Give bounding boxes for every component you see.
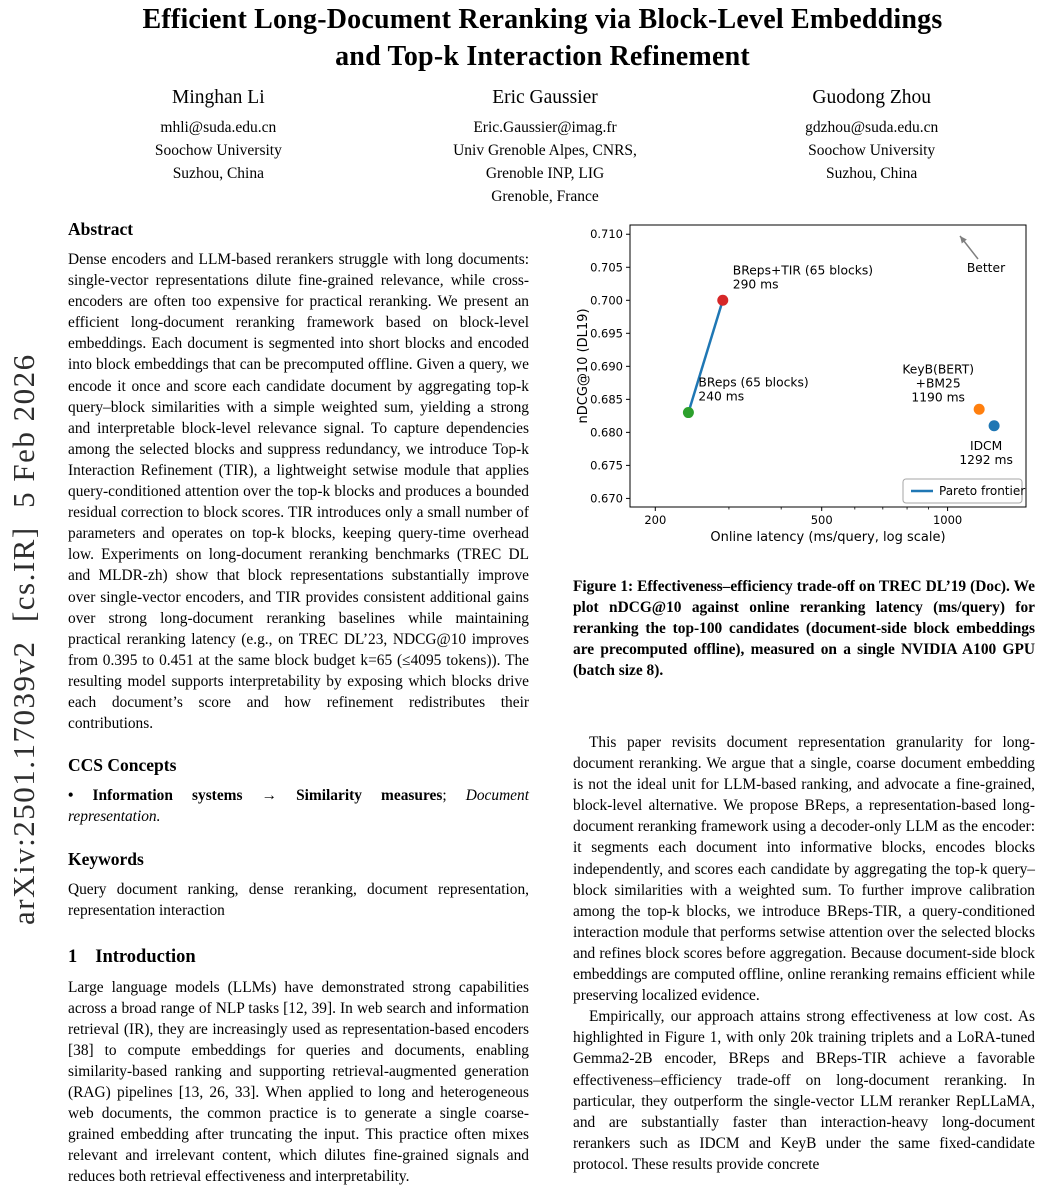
data-point [989, 420, 1000, 431]
svg-text:Online latency (ms/query, log: Online latency (ms/query, log scale) [710, 530, 946, 545]
author-2-name: Eric Gaussier [492, 87, 598, 108]
svg-text:0.670: 0.670 [590, 491, 623, 506]
data-point [683, 407, 694, 418]
figure1-caption: Figure 1: Effectiveness–efficiency trade-off on TREC DL’19 (Doc). We plot nDCG@10 against online reranking latency (ms/query) for reranking the top-100 candidates (document-side block embeddings are precomputed offline), measured on a single NVIDIA A100 GPU (batch size 8). [573, 578, 1035, 679]
section-number: 1 [68, 946, 78, 967]
svg-text:0.695: 0.695 [590, 326, 623, 341]
ccs-concepts-bold: • Information systems → Similarity measures [68, 787, 443, 805]
ccs-heading: CCS Concepts [68, 755, 177, 776]
svg-text:1000: 1000 [932, 513, 963, 527]
right-column [573, 219, 1035, 1175]
data-point [717, 295, 728, 306]
arxiv-watermark: arXiv:2501.17039v2 [cs.IR] 5 Feb 2026 [6, 353, 41, 925]
svg-text:240 ms: 240 ms [698, 389, 745, 404]
title-line-2: and Top-k Interaction Refinement [335, 41, 750, 72]
abstract-heading: Abstract [68, 219, 134, 239]
author-3-location: Suzhou, China [826, 165, 918, 182]
author-block [55, 87, 1035, 208]
author-1-affiliation: Soochow University [154, 142, 282, 159]
author-2-affiliation-2: Grenoble INP, LIG [485, 165, 605, 182]
svg-text:0.685: 0.685 [590, 392, 623, 407]
svg-text:Pareto frontier: Pareto frontier [939, 484, 1026, 498]
data-point [974, 404, 985, 415]
svg-text:nDCG@10 (DL19): nDCG@10 (DL19) [576, 308, 591, 424]
author-3-affiliation: Soochow University [808, 142, 936, 159]
svg-text:KeyB(BERT): KeyB(BERT) [902, 362, 975, 377]
author-2-affiliation-1: Univ Grenoble Alpes, CNRS, [453, 142, 637, 159]
author-1 [55, 87, 382, 208]
svg-text:BReps+TIR (65 blocks): BReps+TIR (65 blocks) [732, 263, 874, 278]
svg-text:500: 500 [810, 513, 833, 527]
svg-text:+BM25: +BM25 [915, 376, 961, 391]
author-2-email: Eric.Gaussier@imag.fr [473, 119, 617, 136]
svg-text:0.700: 0.700 [590, 293, 623, 308]
figure1-chart [573, 219, 1035, 564]
author-3 [708, 87, 1035, 208]
svg-text:0.675: 0.675 [590, 458, 623, 473]
svg-text:290 ms: 290 ms [732, 277, 779, 292]
ccs-text [68, 785, 529, 827]
svg-text:1292 ms: 1292 ms [959, 452, 1013, 467]
author-2-location: Grenoble, France [491, 188, 599, 205]
author-3-name: Guodong Zhou [812, 87, 931, 108]
keywords-heading: Keywords [68, 849, 144, 870]
svg-text:0.705: 0.705 [590, 260, 623, 275]
section-title: Introduction [95, 946, 196, 967]
author-1-location: Suzhou, China [172, 165, 264, 182]
author-2 [382, 87, 709, 208]
svg-text:BReps (65 blocks): BReps (65 blocks) [698, 375, 809, 390]
author-1-email: mhli@suda.edu.cn [160, 119, 277, 136]
keywords-text: Query document ranking, dense reranking, document representation, representation interaction [68, 881, 529, 920]
author-1-name: Minghan Li [172, 87, 265, 108]
abstract-text: Dense encoders and LLM-based rerankers struggle with long documents: single-vector representations dilute fine-grained relevance, while cross-encoders are often too expensive for practical reranking. We present an efficient long-document reranking framework based on block-level embeddings. Each document is segmented into short blocks and encoded into block embeddings that can be precomputed offline. Given a query, we encode it once and score each candidate document by aggregating top-k query–block similarities with a simple weighted sum, yielding a strong and interpretable block-level relevance signal. To capture dependencies among the selected blocks and suppress redundancy, we introduce Top-k Interaction Refinement (TIR), a lightweight setwise module that applies query-conditioned attention over the top-k blocks and produces a bounded residual correction to block scores. TIR introduces only a small number of parameters and operates on top-k blocks, keeping query-time overhead low. Experiments on long-document reranking benchmarks (TREC DL and MLDR-zh) show that block representations substantially improve over single-vector encoders, and TIR provides consistent additional gains over strong long-document reranking baselines while maintaining practical reranking latency (e.g., on TREC DL’23, NDCG@10 improves from 0.395 to 0.451 at the same block budget k=65 (≤4095 tokens)). The resulting model supports interpretability by exposing which blocks drive each document’s score and how refinement redistributes their contributions. [68, 251, 529, 733]
svg-text:Better: Better [966, 261, 1006, 275]
svg-text:IDCM: IDCM [969, 438, 1003, 453]
left-column [68, 219, 529, 1187]
svg-text:0.690: 0.690 [590, 359, 623, 374]
body-paragraph-2: Empirically, our approach attains strong effectiveness at low cost. As highlighted in Figure 1, with only 20k training triplets and a LoRA-tuned Gemma2-2B encoder, BReps and BReps-TIR achieve a favorable effectiveness–efficiency trade-off on long-document reranking. In particular, they outperform the single-vector LLM reranker RepLLaMA, and are substantially faster than interaction-heavy long-document rerankers such as IDCM and KeyB under the same fixed-candidate protocol. These results provide concrete [573, 1008, 1035, 1173]
introduction-text: Large language models (LLMs) have demonstrated strong capabilities across a broad range of NLP tasks [12, 39]. In web search and information retrieval (IR), they are increasingly used as representation-based encoders [38] to compute embeddings for queries and documents, enabling similarity-based ranking and supporting retrieval-augmented generation (RAG) pipelines [13, 26, 33]. When applied to long and heterogeneous web documents, the common practice is to generate a single coarse-grained embedding after truncating the input. This practice often mixes relevant and irrelevant content, which dilutes fine-grained signals and reduces both retrieval effectiveness and interpretability. [68, 978, 529, 1186]
svg-text:200: 200 [644, 513, 667, 527]
introduction-heading [68, 947, 529, 968]
paper-title [50, 1, 1035, 75]
title-line-1: Efficient Long-Document Reranking via Block-Level Embeddings [142, 4, 943, 35]
author-3-email: gdzhou@suda.edu.cn [805, 119, 939, 136]
body-paragraph-1: This paper revisits document representation granularity for long-document reranking. We argue that a single, coarse document embedding is not the ideal unit for LLM-based ranking, and advocate a fine-grained, block-level alternative. We propose BReps, a representation-based long-document reranking framework using a decoder-only LLM as the encoder: it segments each document into informative blocks, encodes blocks independently, and scores each candidate by aggregating the top-k query–block similarities with a weighted sum. To further improve calibration among the top-k blocks, we introduce BReps-TIR, a query-conditioned interaction module that performs setwise attention over the selected blocks and refines block scores before aggregation. Because document-side block embeddings are computed offline, online reranking remains efficient while preserving localized evidence. [573, 734, 1035, 1005]
svg-text:0.710: 0.710 [590, 227, 623, 242]
ccs-separator: ; [442, 787, 466, 805]
svg-text:1190 ms: 1190 ms [911, 390, 965, 405]
svg-text:0.680: 0.680 [590, 425, 623, 440]
ccs-concepts-italic: Document representation. [68, 787, 529, 826]
